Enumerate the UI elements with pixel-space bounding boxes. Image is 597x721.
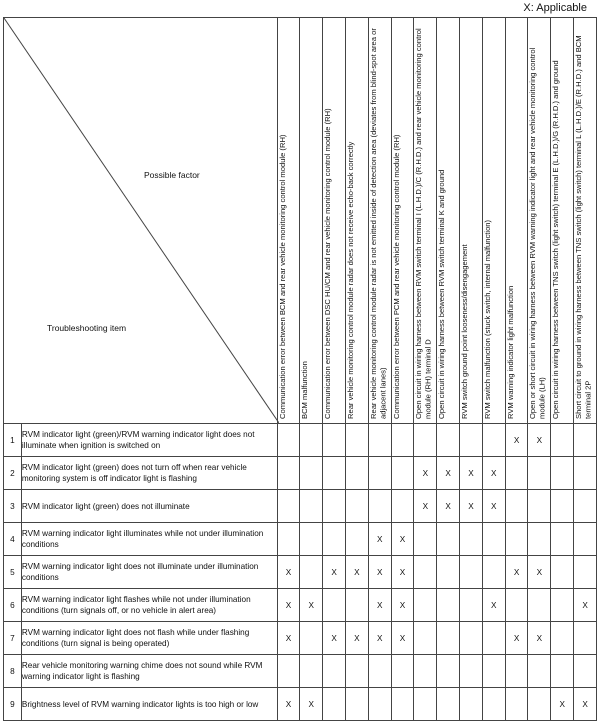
applicable-mark	[528, 490, 551, 523]
applicable-mark: X	[460, 490, 483, 523]
applicable-mark	[345, 688, 368, 721]
applicable-mark: X	[391, 589, 414, 622]
row-number: 4	[4, 523, 22, 556]
applicable-mark	[391, 457, 414, 490]
troubleshooting-item: Brightness level of RVM warning indicator lights is too high or low	[21, 688, 277, 721]
factor-header-text: RVM warning indicator light malfunction	[505, 285, 515, 419]
applicable-mark	[391, 490, 414, 523]
applicable-mark: X	[277, 688, 300, 721]
applicable-mark	[437, 589, 460, 622]
applicable-mark	[277, 424, 300, 457]
applicable-mark	[460, 622, 483, 655]
troubleshooting-item: RVM warning indicator light does not flash while under flashing conditions (turn signal is being operated)	[21, 622, 277, 655]
applicable-mark	[528, 589, 551, 622]
applicable-mark: X	[277, 622, 300, 655]
applicable-mark	[368, 688, 391, 721]
factor-header-cell	[482, 18, 505, 424]
applicable-mark: X	[391, 622, 414, 655]
applicable-mark	[551, 490, 574, 523]
factor-header-cell	[300, 18, 323, 424]
applicable-mark	[482, 424, 505, 457]
applicable-mark: X	[345, 622, 368, 655]
applicable-mark	[528, 457, 551, 490]
applicable-mark	[505, 457, 528, 490]
applicable-mark: X	[551, 688, 574, 721]
applicable-mark	[460, 655, 483, 688]
applicable-mark	[323, 523, 346, 556]
applicable-mark: X	[505, 424, 528, 457]
table-row	[4, 589, 597, 622]
applicable-mark: X	[574, 688, 597, 721]
table-body	[4, 424, 597, 721]
factor-header-cell	[551, 18, 574, 424]
applicable-mark: X	[323, 556, 346, 589]
factor-header-cell	[345, 18, 368, 424]
factor-header-text: Open circuit in wiring harness between RVM switch terminal I (L.H.D.)/C (R.H.D.) and rear vehicle monitoring control module (RH) terminal D	[414, 28, 433, 419]
table-row	[4, 622, 597, 655]
applicable-mark: X	[391, 523, 414, 556]
applicable-mark: X	[460, 457, 483, 490]
applicable-mark: X	[300, 589, 323, 622]
applicable-mark	[551, 556, 574, 589]
applicable-mark: X	[300, 688, 323, 721]
applicable-mark	[368, 655, 391, 688]
troubleshooting-item-label: Troubleshooting item	[47, 323, 127, 333]
factor-header-text: Communication error between PCM and rear vehicle monitoring control module (RH)	[391, 134, 401, 419]
applicable-mark	[482, 556, 505, 589]
troubleshooting-item: RVM indicator light (green) does not turn off when rear vehicle monitoring system is off indicator light is flashing	[21, 457, 277, 490]
applicable-mark	[323, 688, 346, 721]
troubleshooting-item: Rear vehicle monitoring warning chime does not sound while RVM warning indicator light is flashing	[21, 655, 277, 688]
factor-header-cell	[414, 18, 437, 424]
applicable-mark	[460, 688, 483, 721]
factor-header-cell	[277, 18, 300, 424]
applicable-mark	[414, 589, 437, 622]
applicable-mark: X	[277, 589, 300, 622]
row-number: 1	[4, 424, 22, 457]
applicable-mark	[551, 655, 574, 688]
table-row	[4, 523, 597, 556]
applicable-mark	[460, 424, 483, 457]
applicable-mark	[368, 457, 391, 490]
factor-header-cell	[460, 18, 483, 424]
applicable-mark	[574, 523, 597, 556]
applicable-mark	[505, 589, 528, 622]
applicable-mark	[551, 424, 574, 457]
applicable-mark	[482, 655, 505, 688]
applicable-mark	[414, 622, 437, 655]
applicable-mark: X	[437, 457, 460, 490]
applicable-mark	[482, 523, 505, 556]
applicable-mark	[437, 622, 460, 655]
applicable-mark	[414, 655, 437, 688]
applicable-mark	[551, 523, 574, 556]
troubleshooting-item: RVM warning indicator light does not illuminate under illumination conditions	[21, 556, 277, 589]
applicable-mark	[391, 688, 414, 721]
factor-header-cell	[391, 18, 414, 424]
applicable-mark: X	[414, 457, 437, 490]
factor-header-cell	[528, 18, 551, 424]
applicable-mark	[437, 523, 460, 556]
applicable-mark	[437, 688, 460, 721]
troubleshooting-item: RVM indicator light (green)/RVM warning indicator light does not illuminate when ignition is switched on	[21, 424, 277, 457]
factor-header-text: Open circuit in wiring harness between TNS switch (light switch) terminal E (L.H.D.)/G (R.H.D.) and ground	[551, 60, 561, 419]
applicable-mark	[300, 457, 323, 490]
factor-header-text: RVM switch ground point looseness/disengagement	[460, 244, 470, 419]
applicable-mark	[528, 523, 551, 556]
applicable-mark	[323, 490, 346, 523]
row-number: 7	[4, 622, 22, 655]
row-number: 2	[4, 457, 22, 490]
applicable-mark	[505, 490, 528, 523]
applicable-mark	[460, 589, 483, 622]
applicable-mark: X	[368, 556, 391, 589]
applicable-mark	[345, 490, 368, 523]
applicable-mark	[323, 655, 346, 688]
applicable-mark	[323, 424, 346, 457]
applicable-mark	[414, 523, 437, 556]
applicable-mark	[528, 655, 551, 688]
applicable-mark	[345, 457, 368, 490]
troubleshooting-item: RVM warning indicator light illuminates while not under illumination conditions	[21, 523, 277, 556]
applicable-mark	[437, 424, 460, 457]
factor-header-text: Rear vehicle monitoring control module radar does not receive echo-back correctly	[345, 141, 355, 419]
header-row	[4, 18, 597, 424]
applicable-mark	[300, 622, 323, 655]
applicable-mark	[345, 523, 368, 556]
applicable-mark: X	[482, 490, 505, 523]
factor-header-text: Rear vehicle monitoring control module radar is not emitted inside of detection area (deviates from blind-spot area or adjacent lanes)	[368, 28, 388, 419]
applicable-mark	[300, 655, 323, 688]
applicable-mark	[574, 490, 597, 523]
applicable-mark: X	[277, 556, 300, 589]
table-row	[4, 424, 597, 457]
applicable-mark	[277, 490, 300, 523]
applicable-mark: X	[368, 622, 391, 655]
factor-header-cell	[323, 18, 346, 424]
applicable-mark	[300, 424, 323, 457]
row-number: 6	[4, 589, 22, 622]
applicable-mark	[277, 523, 300, 556]
applicable-mark: X	[368, 523, 391, 556]
factor-header-text: Communication error between BCM and rear vehicle monitoring control module (RH)	[277, 134, 287, 419]
applicable-mark	[505, 655, 528, 688]
factor-header-cell	[368, 18, 391, 424]
applicable-mark	[391, 655, 414, 688]
factor-header-text: BCM malfunction	[300, 361, 310, 419]
table-row	[4, 655, 597, 688]
applicable-mark	[551, 589, 574, 622]
applicable-mark	[300, 490, 323, 523]
troubleshooting-item: RVM warning indicator light flashes while not under illumination conditions (turn signals off, or no vehicle in alert area)	[21, 589, 277, 622]
applicable-mark: X	[505, 622, 528, 655]
applicable-mark	[437, 655, 460, 688]
applicable-mark	[574, 655, 597, 688]
factor-header-text: RVM switch malfunction (stuck switch, internal malfunction)	[482, 219, 492, 419]
applicable-mark	[482, 622, 505, 655]
row-number: 5	[4, 556, 22, 589]
factor-header-text: Open or short circuit in wiring harness between RVM warning indicator light and rear vehicle monitoring control module (LH)	[528, 47, 547, 419]
applicable-mark	[414, 688, 437, 721]
applicable-mark	[300, 556, 323, 589]
applicable-mark: X	[345, 556, 368, 589]
applicable-mark: X	[574, 589, 597, 622]
troubleshooting-matrix	[3, 17, 597, 721]
applicable-mark	[345, 655, 368, 688]
row-number: 8	[4, 655, 22, 688]
applicable-mark	[574, 556, 597, 589]
applicable-mark	[368, 490, 391, 523]
applicable-mark: X	[528, 622, 551, 655]
applicable-mark: X	[437, 490, 460, 523]
applicable-mark	[482, 688, 505, 721]
applicable-mark	[323, 589, 346, 622]
applicable-mark	[277, 655, 300, 688]
troubleshooting-item: RVM indicator light (green) does not illuminate	[21, 490, 277, 523]
applicable-mark	[345, 424, 368, 457]
applicable-mark: X	[528, 556, 551, 589]
applicable-mark	[414, 556, 437, 589]
table-row	[4, 490, 597, 523]
applicable-mark	[505, 688, 528, 721]
applicable-mark	[368, 424, 391, 457]
applicable-mark	[300, 523, 323, 556]
possible-factor-label: Possible factor	[144, 170, 200, 180]
applicable-mark	[460, 556, 483, 589]
table-row	[4, 688, 597, 721]
table-row	[4, 457, 597, 490]
applicable-mark	[323, 457, 346, 490]
applicable-mark: X	[528, 424, 551, 457]
applicable-mark	[574, 622, 597, 655]
applicable-mark	[277, 457, 300, 490]
factor-header-cell	[574, 18, 597, 424]
diagonal-divider	[4, 18, 279, 423]
factor-header-text: Open circuit in wiring harness between RVM switch terminal K and ground	[437, 169, 447, 419]
factor-header-text: Communication error between DSC HU/CM and rear vehicle monitoring control module (RH)	[323, 108, 333, 419]
applicable-mark	[551, 457, 574, 490]
table-row	[4, 556, 597, 589]
applicable-mark	[345, 589, 368, 622]
applicable-mark	[551, 622, 574, 655]
applicable-mark	[460, 523, 483, 556]
applicable-mark: X	[505, 556, 528, 589]
applicable-mark	[437, 556, 460, 589]
applicable-mark	[528, 688, 551, 721]
applicable-mark	[574, 457, 597, 490]
factor-header-cell	[437, 18, 460, 424]
row-number: 9	[4, 688, 22, 721]
applicable-mark: X	[482, 457, 505, 490]
factor-header-cell	[505, 18, 528, 424]
applicable-mark: X	[323, 622, 346, 655]
applicable-mark: X	[414, 490, 437, 523]
applicable-mark: X	[391, 556, 414, 589]
applicable-mark	[505, 523, 528, 556]
applicable-mark: X	[482, 589, 505, 622]
applicable-mark	[574, 424, 597, 457]
row-number: 3	[4, 490, 22, 523]
legend: X: Applicable	[523, 2, 587, 14]
header-corner-cell	[4, 18, 278, 424]
applicable-mark	[414, 424, 437, 457]
factor-header-text: Short circuit to ground in wiring harness between TNS switch (light switch) terminal L (L.H.D.)/E (R.H.D.) and BCM terminal 2P	[574, 35, 593, 419]
applicable-mark	[391, 424, 414, 457]
applicable-mark: X	[368, 589, 391, 622]
